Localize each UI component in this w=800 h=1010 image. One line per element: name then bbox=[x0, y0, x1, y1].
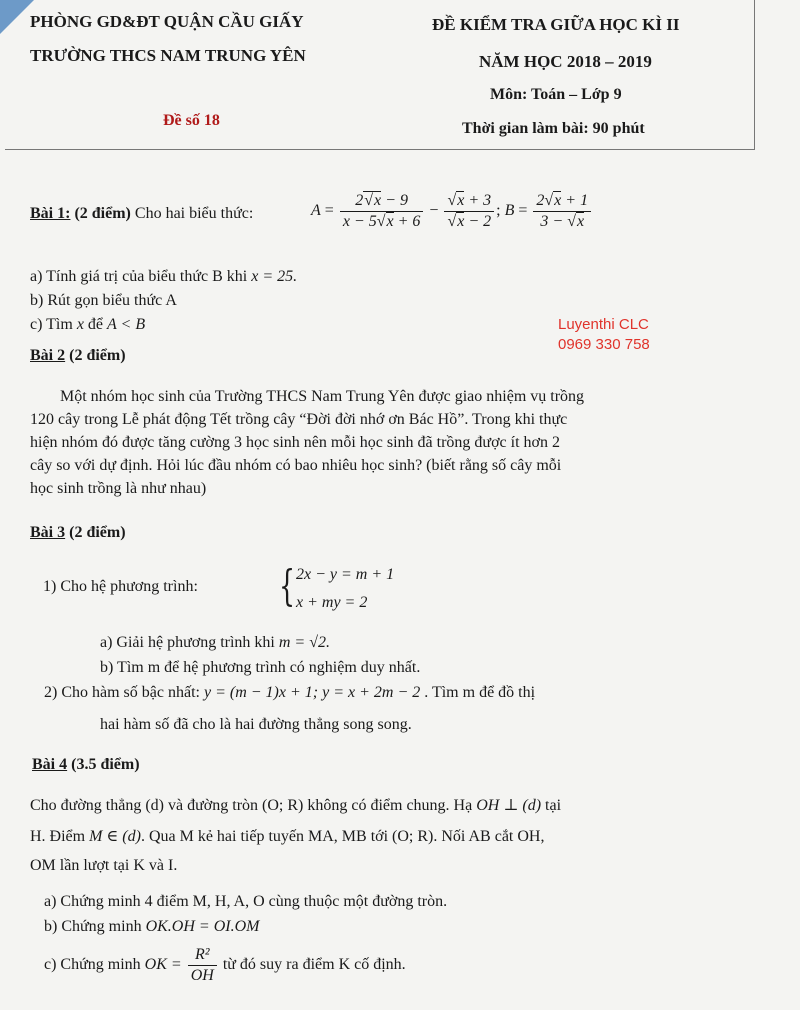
bai1-label: Bài 1: bbox=[30, 205, 71, 222]
bai1-item-a-text: a) Tính giá trị của biểu thức B khi bbox=[30, 268, 248, 285]
bai3-item-2-tail: . Tìm m để đồ thị bbox=[424, 684, 536, 701]
watermark-phone: 0969 330 758 bbox=[558, 336, 650, 353]
bai3-item-a-text: a) Giải hệ phương trình khi bbox=[100, 634, 275, 651]
bai4-item-c-num: R² bbox=[188, 946, 217, 966]
bai4-item-c-text: c) Chứng minh bbox=[44, 955, 141, 973]
exam-number: Đề số 18 bbox=[163, 112, 220, 129]
system-brace: { bbox=[279, 561, 296, 610]
bai2-points: (2 điểm) bbox=[69, 347, 126, 364]
bai1-item-a bbox=[30, 268, 297, 286]
bai1-item-c-mid: để bbox=[87, 316, 104, 333]
bai2-heading bbox=[30, 347, 126, 365]
bai1-expressions: A = $\frac{2√x - 9}{x - 5√x + 6}$ − $\frac{√x + 3}{√x - 2}$ ; B = $\frac{2√x + 1}{3 - √x}$ bbox=[311, 192, 593, 230]
bai4-points: (3.5 điểm) bbox=[71, 756, 140, 773]
bai3-heading bbox=[30, 524, 126, 542]
bai4-item-b-math: OK.OH = OI.OM bbox=[145, 918, 260, 935]
bai4-label: Bài 4 bbox=[32, 756, 68, 773]
bai4-item-c bbox=[44, 946, 406, 984]
bai2-line-2: 120 cây trong Lễ phát động Tết trồng cây “Đời đời nhớ ơn Bác Hồ”. Trong khi thực bbox=[30, 411, 568, 428]
bai4-line-2-tail: . Qua M kẻ hai tiếp tuyến MA, MB tới (O; R). Nối AB cắt OH, bbox=[140, 828, 545, 845]
bai4-line-1 bbox=[30, 795, 561, 815]
bai4-line-2 bbox=[30, 826, 544, 846]
subject: Môn: Toán – Lớp 9 bbox=[490, 86, 622, 103]
bai4-item-c-den: OH bbox=[190, 966, 214, 984]
bai2-line-1: Một nhóm học sinh của Trường THCS Nam Trung Yên được giao nhiệm vụ trồng bbox=[60, 388, 585, 405]
bai4-line-2-head: H. Điểm bbox=[30, 828, 86, 845]
bai4-item-b bbox=[44, 918, 259, 936]
watermark-name: Luyenthi CLC bbox=[558, 316, 649, 333]
bai4-item-a: a) Chứng minh 4 điểm M, H, A, O cùng thuộc một đường tròn. bbox=[44, 893, 448, 910]
bai4-item-c-tail: từ đó suy ra điểm K cố định. bbox=[222, 955, 406, 973]
department-name: PHÒNG GD&ĐT QUẬN CẦU GIẤY bbox=[30, 12, 304, 31]
bai2-label: Bài 2 bbox=[30, 347, 66, 364]
bai3-item-a-math: m = √2. bbox=[278, 634, 331, 651]
bai2-line-3: hiện nhóm đó được tăng cường 3 học sinh nên mỗi học sinh đã trồng được ít hơn 2 bbox=[30, 434, 561, 451]
bai4-item-b-text: b) Chứng minh bbox=[44, 918, 142, 935]
bai3-item-b: b) Tìm m để hệ phương trình có nghiệm duy nhất. bbox=[100, 659, 421, 676]
exam-title: ĐỀ KIỂM TRA GIỮA HỌC KÌ II bbox=[432, 15, 680, 34]
bai4-line-3: OM lần lượt tại K và I. bbox=[30, 857, 178, 874]
bai3-item-1: 1) Cho hệ phương trình: bbox=[43, 578, 198, 595]
bai3-item-2-line-2: hai hàm số đã cho là hai đường thẳng song song. bbox=[100, 716, 412, 733]
bai4-line-1-tail: tại bbox=[545, 797, 562, 814]
bai4-item-c-fraction bbox=[188, 946, 217, 984]
bai1-item-a-math: x = 25. bbox=[251, 268, 298, 285]
bai3-eq-2: x + my = 2 bbox=[296, 594, 368, 611]
bai3-item-2-text: 2) Cho hàm số bậc nhất: bbox=[44, 684, 200, 701]
bai1-points: (2 điểm) bbox=[74, 205, 131, 222]
bai3-item-2 bbox=[44, 684, 535, 702]
bai4-heading bbox=[32, 756, 140, 774]
duration: Thời gian làm bài: 90 phút bbox=[462, 120, 645, 137]
bai2-line-4: cây so với dự định. Hỏi lúc đầu nhóm có bao nhiêu học sinh? (biết rằng số cây mỗi bbox=[30, 457, 562, 474]
bai1-item-c bbox=[30, 316, 145, 334]
bai4-line-1-text: Cho đường thẳng (d) và đường tròn (O; R) không có điểm chung. Hạ bbox=[30, 797, 473, 814]
bai1-heading bbox=[30, 205, 253, 223]
bai3-eq-1: 2x − y = m + 1 bbox=[296, 566, 395, 583]
bai2-line-5: học sinh trồng là như nhau) bbox=[30, 480, 207, 497]
bai3-item-2-math: y = (m − 1)x + 1; y = x + 2m − 2 bbox=[203, 684, 421, 701]
bai1-item-c-text: c) Tìm bbox=[30, 316, 73, 333]
bai3-label: Bài 3 bbox=[30, 524, 66, 541]
bai3-points: (2 điểm) bbox=[69, 524, 126, 541]
bai4-line-2-math: M ∈ (d) bbox=[89, 828, 141, 845]
school-year: NĂM HỌC 2018 – 2019 bbox=[479, 52, 652, 71]
bai3-item-a bbox=[100, 634, 330, 652]
bai1-item-b: b) Rút gọn biểu thức A bbox=[30, 292, 177, 309]
bai1-item-c-var: x bbox=[76, 316, 84, 333]
bai1-intro: Cho hai biểu thức: bbox=[134, 205, 254, 222]
school-name: TRƯỜNG THCS NAM TRUNG YÊN bbox=[30, 46, 306, 65]
bai1-item-c-math: A < B bbox=[107, 316, 146, 333]
bai4-item-c-lhs: OK = bbox=[144, 955, 182, 973]
bai4-line-1-math: OH ⊥ (d) bbox=[476, 797, 542, 814]
